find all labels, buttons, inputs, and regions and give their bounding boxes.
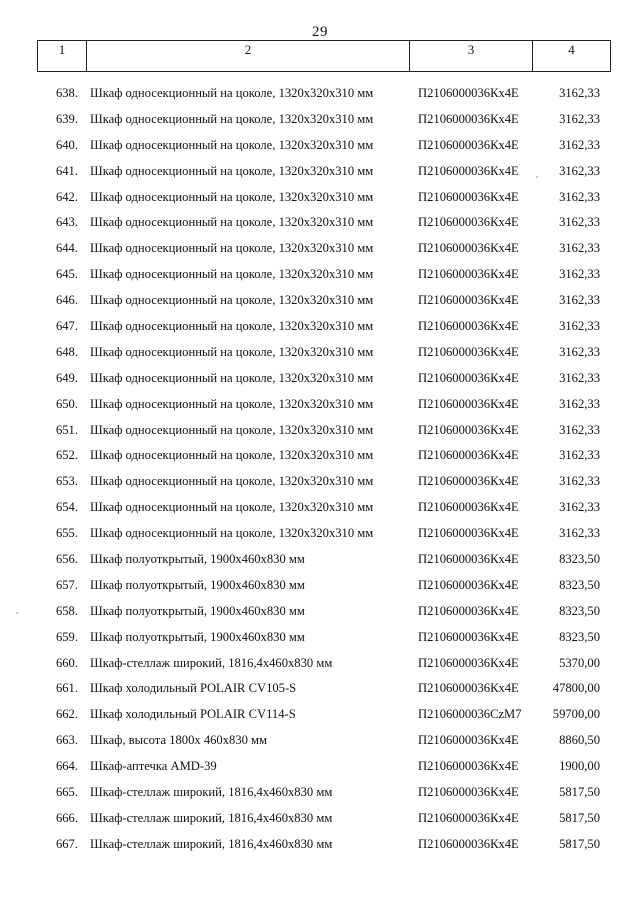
- table-row: [0, 81, 640, 107]
- item-price: 3162,33: [559, 396, 600, 411]
- table-row: [0, 236, 640, 262]
- row-number: 654.: [55, 500, 78, 515]
- item-name: Шкаф-стеллаж широкий, 1816,4х460х830 мм: [90, 810, 333, 825]
- item-code: П2106000036Кх4Е: [418, 500, 519, 515]
- item-price: 3162,33: [559, 86, 600, 100]
- item-price: 3162,33: [559, 241, 600, 256]
- item-price: 3162,33: [559, 474, 600, 489]
- table-row: [0, 573, 640, 599]
- item-name: Шкаф односекционный на цоколе, 1320х320х310 мм: [90, 267, 374, 282]
- item-code: П2106000036Кх4Е: [418, 577, 519, 592]
- table-row: [0, 754, 640, 780]
- item-price: 3162,33: [559, 189, 600, 204]
- item-name: Шкаф холодильный POLAIR CV114-S: [90, 707, 296, 722]
- item-name: Шкаф полуоткрытый, 1900х460х830 мм: [90, 629, 305, 644]
- column-header-1: 1: [38, 41, 87, 72]
- table-row: [0, 133, 640, 159]
- table-row: [0, 392, 640, 418]
- item-code: П2106000036Кх4Е: [418, 836, 519, 851]
- item-code: П2106000036Кх4Е: [418, 86, 519, 100]
- row-number: 641.: [55, 163, 78, 178]
- item-name: Шкаф-стеллаж широкий, 1816,4х460х830 мм: [90, 655, 333, 670]
- item-code: П2106000036Кх4Е: [418, 293, 519, 308]
- item-price: 59700,00: [552, 707, 600, 722]
- row-number: 642.: [55, 189, 78, 204]
- item-name: Шкаф-стеллаж широкий, 1816,4х460х830 мм: [90, 785, 333, 800]
- item-price: 8323,50: [559, 552, 600, 567]
- item-code: П2106000036Кх4Е: [418, 137, 519, 152]
- item-code: П2106000036Кх4Е: [418, 319, 519, 334]
- item-price: 3162,33: [559, 422, 600, 437]
- item-code: П2106000036Кх4Е: [418, 111, 519, 126]
- item-name: Шкаф односекционный на цоколе, 1320х320х310 мм: [90, 422, 374, 437]
- table-row: [0, 702, 640, 728]
- item-price: 1900,00: [559, 759, 600, 774]
- scan-speck: [16, 612, 18, 614]
- item-code: П2106000036Кх4Е: [418, 474, 519, 489]
- item-code: П2106000036Кх4Е: [418, 448, 519, 463]
- table-row: [0, 780, 640, 806]
- row-number: 648.: [55, 344, 78, 359]
- item-code: П2106000036Кх4Е: [418, 603, 519, 618]
- item-name: Шкаф полуоткрытый, 1900х460х830 мм: [90, 577, 305, 592]
- page-number: 29: [312, 24, 328, 40]
- table-row: [0, 288, 640, 314]
- row-number: 660.: [55, 655, 78, 670]
- row-number: 640.: [55, 137, 78, 152]
- row-number: 653.: [55, 474, 78, 489]
- item-price: 47800,00: [552, 681, 600, 696]
- item-name: Шкаф-стеллаж широкий, 1816,4х460х830 мм: [90, 836, 333, 851]
- row-number: 658.: [55, 603, 78, 618]
- item-code: П2106000036Кх4Е: [418, 241, 519, 256]
- item-price: 3162,33: [559, 293, 600, 308]
- row-number: 655.: [55, 526, 78, 541]
- item-price: 3162,33: [559, 344, 600, 359]
- item-code: П2106000036CzM7: [418, 707, 522, 722]
- item-name: Шкаф-аптечка AMD-39: [90, 759, 217, 774]
- item-name: Шкаф односекционный на цоколе, 1320х320х310 мм: [90, 448, 374, 463]
- table-row: [0, 832, 640, 858]
- item-price: 3162,33: [559, 448, 600, 463]
- item-name: Шкаф односекционный на цоколе, 1320х320х310 мм: [90, 137, 374, 152]
- item-price: 3162,33: [559, 137, 600, 152]
- item-price: 3162,33: [559, 163, 600, 178]
- item-code: П2106000036Кх4Е: [418, 629, 519, 644]
- item-price: 8323,50: [559, 577, 600, 592]
- item-code: П2106000036Кх4Е: [418, 810, 519, 825]
- item-name: Шкаф односекционный на цоколе, 1320х320х310 мм: [90, 344, 374, 359]
- item-price: 3162,33: [559, 111, 600, 126]
- row-number: 656.: [55, 552, 78, 567]
- item-name: Шкаф односекционный на цоколе, 1320х320х310 мм: [90, 474, 374, 489]
- item-code: П2106000036Кх4Е: [418, 422, 519, 437]
- row-number: 664.: [55, 759, 78, 774]
- column-header-4: 4: [533, 41, 611, 72]
- item-name: Шкаф односекционный на цоколе, 1320х320х310 мм: [90, 111, 374, 126]
- table-row: [0, 547, 640, 573]
- table-row: [0, 262, 640, 288]
- table-row: [0, 210, 640, 236]
- item-name: Шкаф, высота 1800х 460х830 мм: [90, 733, 268, 748]
- row-number: 645.: [55, 267, 78, 282]
- item-code: П2106000036Кх4Е: [418, 215, 519, 230]
- item-name: Шкаф односекционный на цоколе, 1320х320х310 мм: [90, 241, 374, 256]
- item-code: П2106000036Кх4Е: [418, 370, 519, 385]
- item-price: 5817,50: [559, 836, 600, 851]
- row-number: 666.: [55, 810, 78, 825]
- item-price: 3162,33: [559, 370, 600, 385]
- row-number: 661.: [55, 681, 78, 696]
- row-number: 652.: [55, 448, 78, 463]
- item-name: Шкаф полуоткрытый, 1900х460х830 мм: [90, 603, 305, 618]
- row-number: 649.: [55, 370, 78, 385]
- item-code: П2106000036Кх4Е: [418, 552, 519, 567]
- table-row: [0, 625, 640, 651]
- item-name: Шкаф односекционный на цоколе, 1320х320х310 мм: [90, 526, 374, 541]
- row-number: 644.: [55, 241, 78, 256]
- table-row: [0, 495, 640, 521]
- table-row: [0, 159, 640, 185]
- table-row: [0, 728, 640, 754]
- row-number: 650.: [55, 396, 78, 411]
- item-price: 5370,00: [559, 655, 600, 670]
- item-name: Шкаф односекционный на цоколе, 1320х320х310 мм: [90, 396, 374, 411]
- item-name: Шкаф полуоткрытый, 1900х460х830 мм: [90, 552, 305, 567]
- table-row: [0, 469, 640, 495]
- table-row: [0, 651, 640, 677]
- item-code: П2106000036Кх4Е: [418, 396, 519, 411]
- row-number: 646.: [55, 293, 78, 308]
- row-number: 651.: [55, 422, 78, 437]
- item-name: Шкаф односекционный на цоколе, 1320х320х310 мм: [90, 500, 374, 515]
- scan-speck: [536, 176, 538, 178]
- item-name: Шкаф холодильный POLAIR CV105-S: [90, 681, 297, 696]
- item-price: 3162,33: [559, 319, 600, 334]
- item-price: 5817,50: [559, 810, 600, 825]
- item-code: П2106000036Кх4Е: [418, 681, 519, 696]
- row-number: 639.: [55, 111, 78, 126]
- item-price: 8860,50: [559, 733, 600, 748]
- item-price: 8323,50: [559, 603, 600, 618]
- item-name: Шкаф односекционный на цоколе, 1320х320х310 мм: [90, 86, 374, 100]
- item-price: 8323,50: [559, 629, 600, 644]
- table-row: [0, 599, 640, 625]
- table-body: [0, 81, 640, 858]
- column-header-3: 3: [410, 41, 533, 72]
- table-row: [0, 185, 640, 211]
- row-number: 659.: [55, 629, 78, 644]
- table-row: [0, 340, 640, 366]
- row-number: 662.: [55, 707, 78, 722]
- item-code: П2106000036Кх4Е: [418, 733, 519, 748]
- row-number: 665.: [55, 785, 78, 800]
- item-price: 3162,33: [559, 215, 600, 230]
- item-name: Шкаф односекционный на цоколе, 1320х320х310 мм: [90, 163, 374, 178]
- item-name: Шкаф односекционный на цоколе, 1320х320х310 мм: [90, 319, 374, 334]
- table-row: [0, 521, 640, 547]
- table-row: [0, 443, 640, 469]
- item-code: П2106000036Кх4Е: [418, 655, 519, 670]
- table-row: [0, 806, 640, 832]
- item-name: Шкаф односекционный на цоколе, 1320х320х310 мм: [90, 189, 374, 204]
- item-code: П2106000036Кх4Е: [418, 267, 519, 282]
- row-number: 647.: [55, 319, 78, 334]
- item-code: П2106000036Кх4Е: [418, 189, 519, 204]
- row-number: 638.: [55, 86, 78, 100]
- item-price: 3162,33: [559, 526, 600, 541]
- item-code: П2106000036Кх4Е: [418, 526, 519, 541]
- column-header-2: 2: [87, 41, 410, 72]
- table-row: [0, 676, 640, 702]
- column-header-table: [37, 40, 611, 72]
- item-price: 3162,33: [559, 500, 600, 515]
- item-code: П2106000036Кх4Е: [418, 759, 519, 774]
- item-name: Шкаф односекционный на цоколе, 1320х320х310 мм: [90, 370, 374, 385]
- item-code: П2106000036Кх4Е: [418, 785, 519, 800]
- item-price: 3162,33: [559, 267, 600, 282]
- row-number: 643.: [55, 215, 78, 230]
- item-price: 5817,50: [559, 785, 600, 800]
- table-row: [0, 107, 640, 133]
- table-row: [0, 314, 640, 340]
- row-number: 667.: [55, 836, 78, 851]
- item-code: П2106000036Кх4Е: [418, 163, 519, 178]
- row-number: 657.: [55, 577, 78, 592]
- row-number: 663.: [55, 733, 78, 748]
- item-name: Шкаф односекционный на цоколе, 1320х320х310 мм: [90, 293, 374, 308]
- item-name: Шкаф односекционный на цоколе, 1320х320х310 мм: [90, 215, 374, 230]
- item-code: П2106000036Кх4Е: [418, 344, 519, 359]
- table-row: [0, 366, 640, 392]
- table-row: [0, 418, 640, 444]
